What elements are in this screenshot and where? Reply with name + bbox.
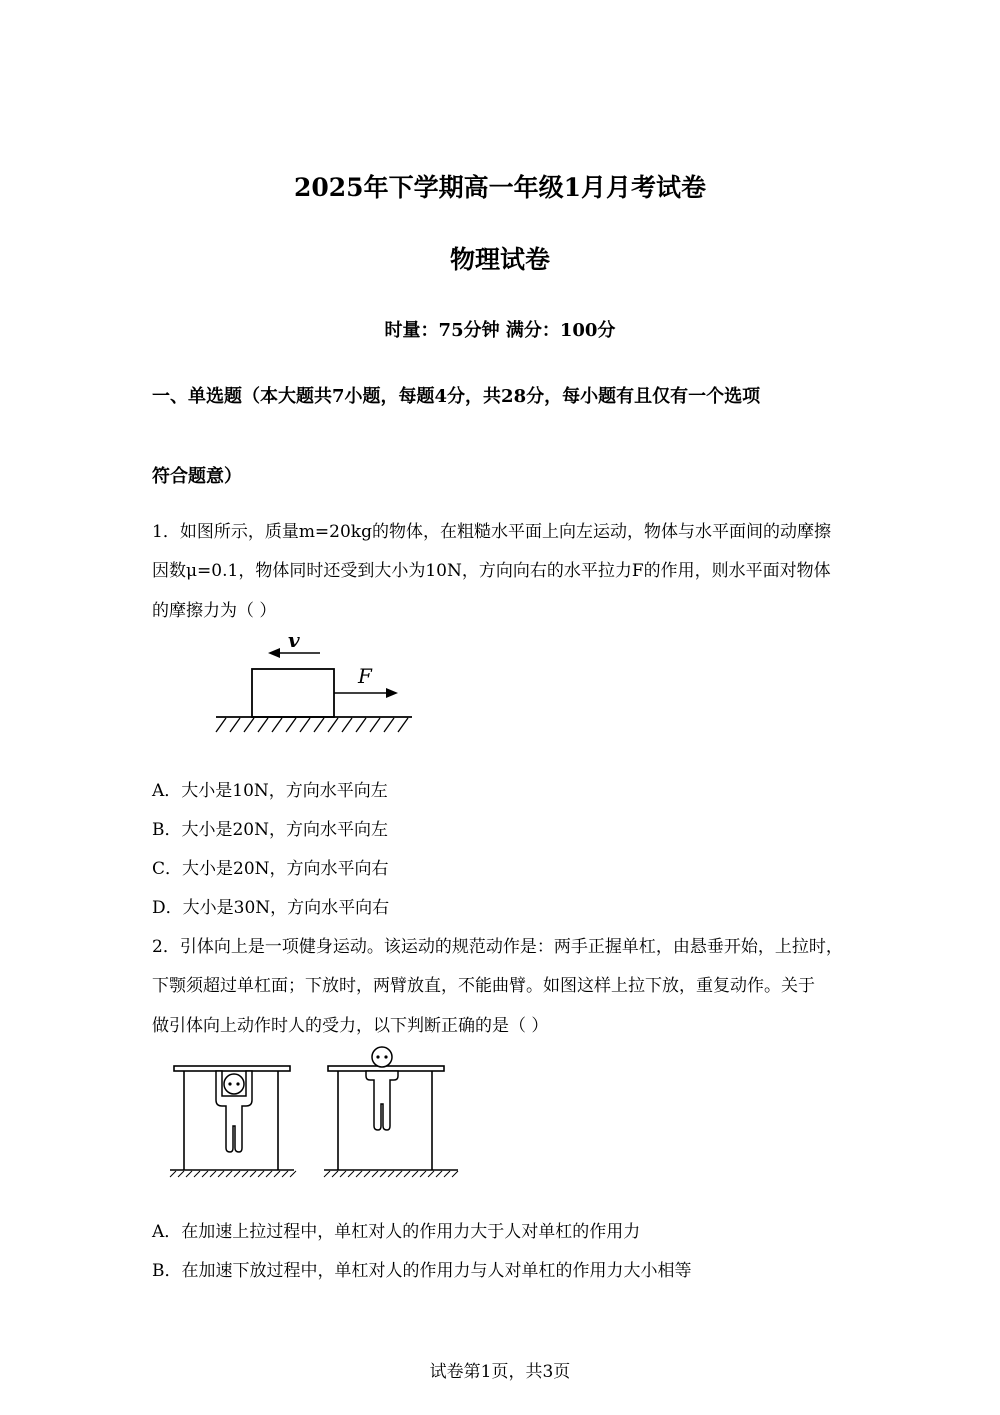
page-number: 试卷第1页，共3页 xyxy=(429,1362,571,1382)
ground-hatch-left xyxy=(170,1171,296,1177)
q2-figure xyxy=(160,1040,470,1185)
force-label: F xyxy=(358,664,372,688)
q1-text-line3: 的摩擦力为（ ） xyxy=(152,601,277,621)
q2-text-line3: 做引体向上动作时人的受力，以下判断正确的是（ ） xyxy=(152,1016,549,1036)
q1-text-line1: 1．如图所示，质量m=20kg的物体，在粗糙水平面上向左运动，物体与水平面间的动摩擦 xyxy=(152,522,831,542)
q1-option-c: C．大小是20N，方向水平向右 xyxy=(152,859,389,879)
q2-option-a: A．在加速上拉过程中，单杠对人的作用力大于人对单杠的作用力 xyxy=(152,1222,641,1242)
exam-meta: 时量：75分钟 满分：100分 xyxy=(384,320,616,341)
block xyxy=(252,669,334,717)
ground-hatch xyxy=(216,718,408,732)
q1-text-line2: 因数μ=0.1，物体同时还受到大小为10N，方向向右的水平拉力F的作用，则水平面对物体 xyxy=(152,561,831,581)
exam-subtitle: 物理试卷 xyxy=(449,245,550,274)
person-pulled-up xyxy=(366,1047,398,1130)
q2-text-line1: 2．引体向上是一项健身运动。该运动的规范动作是：两手正握单杠，由悬垂开始，上拉时， xyxy=(152,937,843,957)
q1-option-b: B．大小是20N，方向水平向左 xyxy=(152,820,388,840)
q1-figure xyxy=(210,625,420,740)
exam-title: 2025年下学期高一年级1月月考试卷 xyxy=(294,173,706,202)
q2-option-b: B．在加速下放过程中，单杠对人的作用力与人对单杠的作用力大小相等 xyxy=(152,1261,692,1281)
pullup-frame-right xyxy=(324,1066,458,1170)
velocity-label: v xyxy=(288,628,300,652)
q2-text-line2: 下颚须超过单杠面；下放时，两臂放直，不能曲臂。如图这样上拉下放，重复动作。关于 xyxy=(152,976,815,996)
person-hanging xyxy=(216,1071,252,1152)
ground-hatch-right xyxy=(324,1171,458,1177)
section-heading-line1: 一、单选题（本大题共7小题，每题4分，共28分，每小题有且仅有一个选项 xyxy=(152,386,761,407)
q1-option-a: A．大小是10N，方向水平向左 xyxy=(152,781,388,801)
q1-option-d: D．大小是30N，方向水平向右 xyxy=(152,898,390,918)
section-heading-line2: 符合题意） xyxy=(152,466,242,487)
